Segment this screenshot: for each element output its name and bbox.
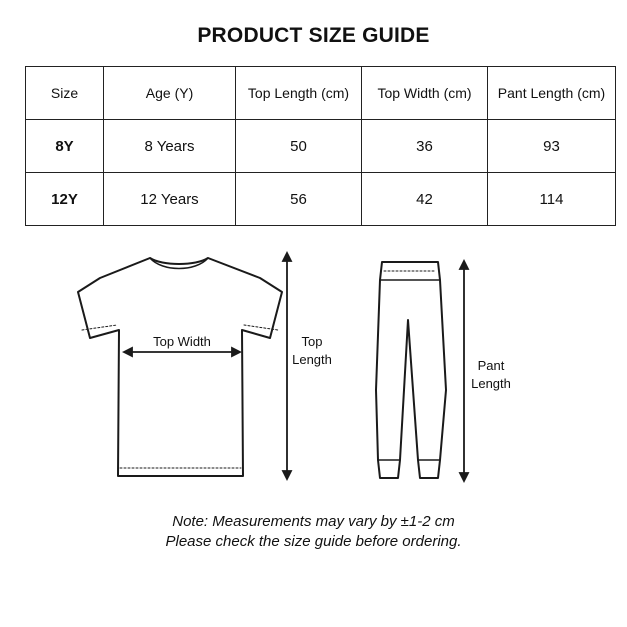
pants-outline	[376, 262, 446, 478]
cell-pant-length: 93	[488, 120, 616, 173]
measurement-note	[0, 512, 627, 552]
cell-age: 12 Years	[104, 173, 236, 226]
note-line-1: Note: Measurements may vary by ±1-2 cm	[172, 513, 455, 530]
cell-top-width: 42	[362, 173, 488, 226]
pant-length-label	[466, 357, 516, 393]
top-length-arrowhead-top	[283, 253, 291, 261]
cell-top-width: 36	[362, 120, 488, 173]
pant-length-arrowhead-top	[460, 261, 468, 269]
page-title: PRODUCT SIZE GUIDE	[197, 24, 430, 47]
top-length-label-line1: Top	[301, 334, 323, 349]
note-line-2: Please check the size guide before ordering.	[165, 533, 462, 550]
cell-size: 8Y	[26, 120, 104, 173]
header-top-width: Top Width (cm)	[362, 67, 488, 120]
pant-length-label-line2: Length	[471, 376, 511, 391]
tshirt-outline	[78, 258, 282, 476]
header-size: Size	[26, 67, 104, 120]
header-top-length: Top Length (cm)	[236, 67, 362, 120]
cell-top-length: 56	[236, 173, 362, 226]
pant-length-label-line1: Pant	[477, 358, 505, 373]
top-length-label-line2: Length	[292, 352, 332, 367]
cell-pant-length: 114	[488, 173, 616, 226]
pant-length-arrowhead-bottom	[460, 473, 468, 481]
top-width-label: Top Width	[140, 333, 224, 351]
top-length-label	[289, 333, 335, 369]
top-width-arrowhead-left	[124, 348, 132, 356]
top-length-arrowhead-bottom	[283, 471, 291, 479]
top-width-arrowhead-right	[232, 348, 240, 356]
header-pant-length: Pant Length (cm)	[488, 67, 616, 120]
cell-size: 12Y	[26, 173, 104, 226]
cell-age: 8 Years	[104, 120, 236, 173]
cell-top-length: 50	[236, 120, 362, 173]
header-age: Age (Y)	[104, 67, 236, 120]
